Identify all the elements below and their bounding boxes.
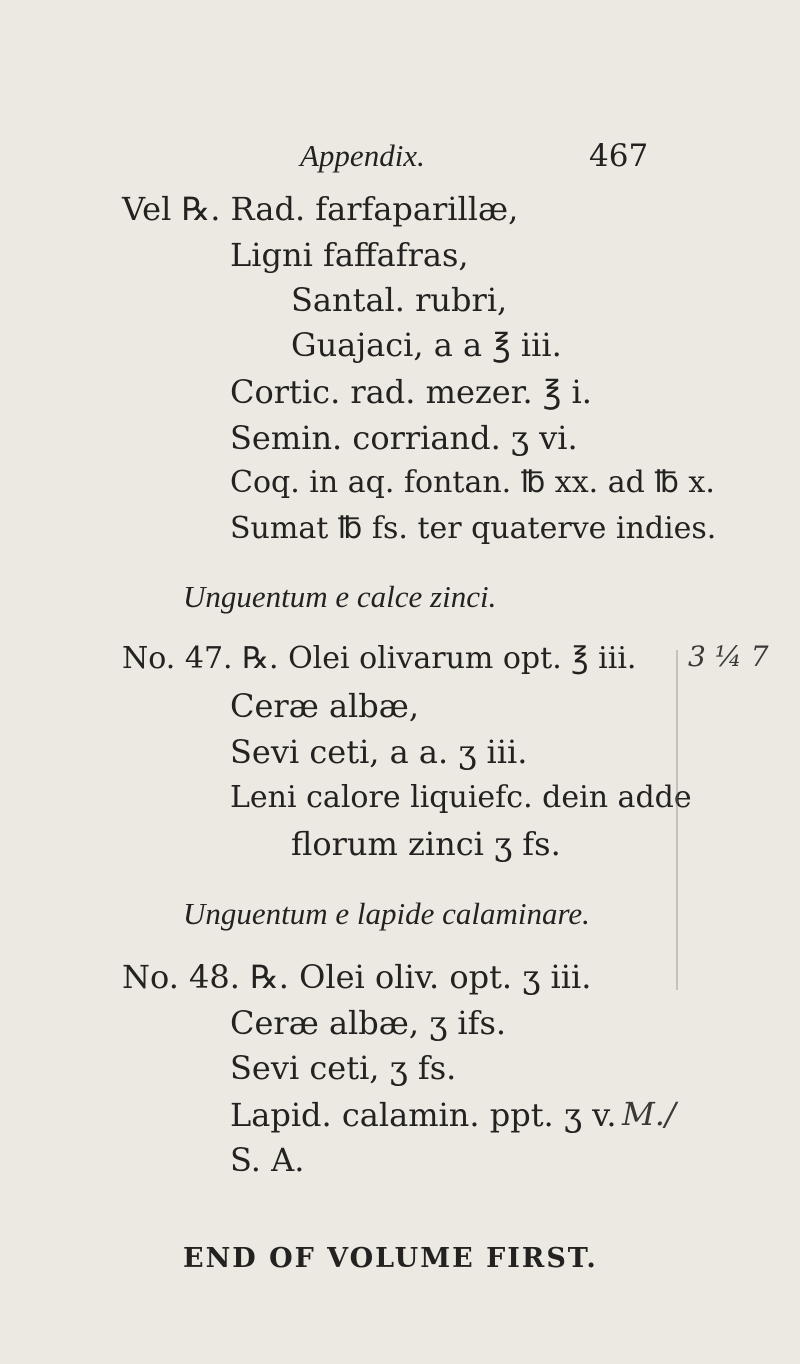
section-heading: Unguentum e lapide calaminare. bbox=[183, 896, 590, 931]
recipe-line: Coq. in aq. fontan. ℔ xx. ad ℔ x. bbox=[230, 465, 715, 500]
recipe-line: Sumat ℔ fs. ter quaterve indies. bbox=[230, 511, 717, 546]
recipe-line: Santal. rubri, bbox=[291, 281, 508, 319]
recipe-line: Cortic. rad. mezer. ℥ i. bbox=[230, 373, 592, 411]
recipe-line: Ceræ albæ, ʒ ifs. bbox=[230, 1004, 507, 1042]
recipe-line: Sevi ceti, a a. ʒ iii. bbox=[230, 733, 528, 771]
handwritten-initials: M./ bbox=[622, 1095, 676, 1133]
recipe-line: Leni calore liquiefc. dein adde bbox=[230, 780, 692, 815]
recipe-line: No. 47. ℞. Olei olivarum opt. ℥ iii. bbox=[122, 641, 637, 676]
end-of-volume-note: END OF VOLUME FIRST. bbox=[183, 1243, 598, 1274]
page-number: 467 bbox=[589, 138, 649, 174]
recipe-line: Ceræ albæ, bbox=[230, 687, 420, 725]
recipe-line: florum zinci ʒ fs. bbox=[291, 825, 561, 863]
recipe-line: Semin. corriand. ʒ vi. bbox=[230, 419, 578, 457]
handwritten-margin-note: 3 ¼ 7 bbox=[688, 640, 769, 673]
recipe-line: Lapid. calamin. ppt. ʒ v. bbox=[230, 1096, 617, 1134]
recipe-line: S. A. bbox=[230, 1141, 305, 1179]
section-heading: Unguentum e calce zinci. bbox=[183, 579, 497, 614]
running-head-title: Appendix. bbox=[300, 138, 425, 173]
recipe-line: Guajaci, a a ℥ iii. bbox=[291, 326, 562, 364]
recipe-line: Vel ℞. Rad. farfaparillæ, bbox=[122, 190, 519, 228]
margin-mark bbox=[676, 650, 678, 990]
recipe-line: Sevi ceti, ʒ fs. bbox=[230, 1049, 457, 1087]
recipe-line: Ligni faffafras, bbox=[230, 236, 469, 274]
recipe-line: No. 48. ℞. Olei oliv. opt. ʒ iii. bbox=[122, 958, 592, 996]
